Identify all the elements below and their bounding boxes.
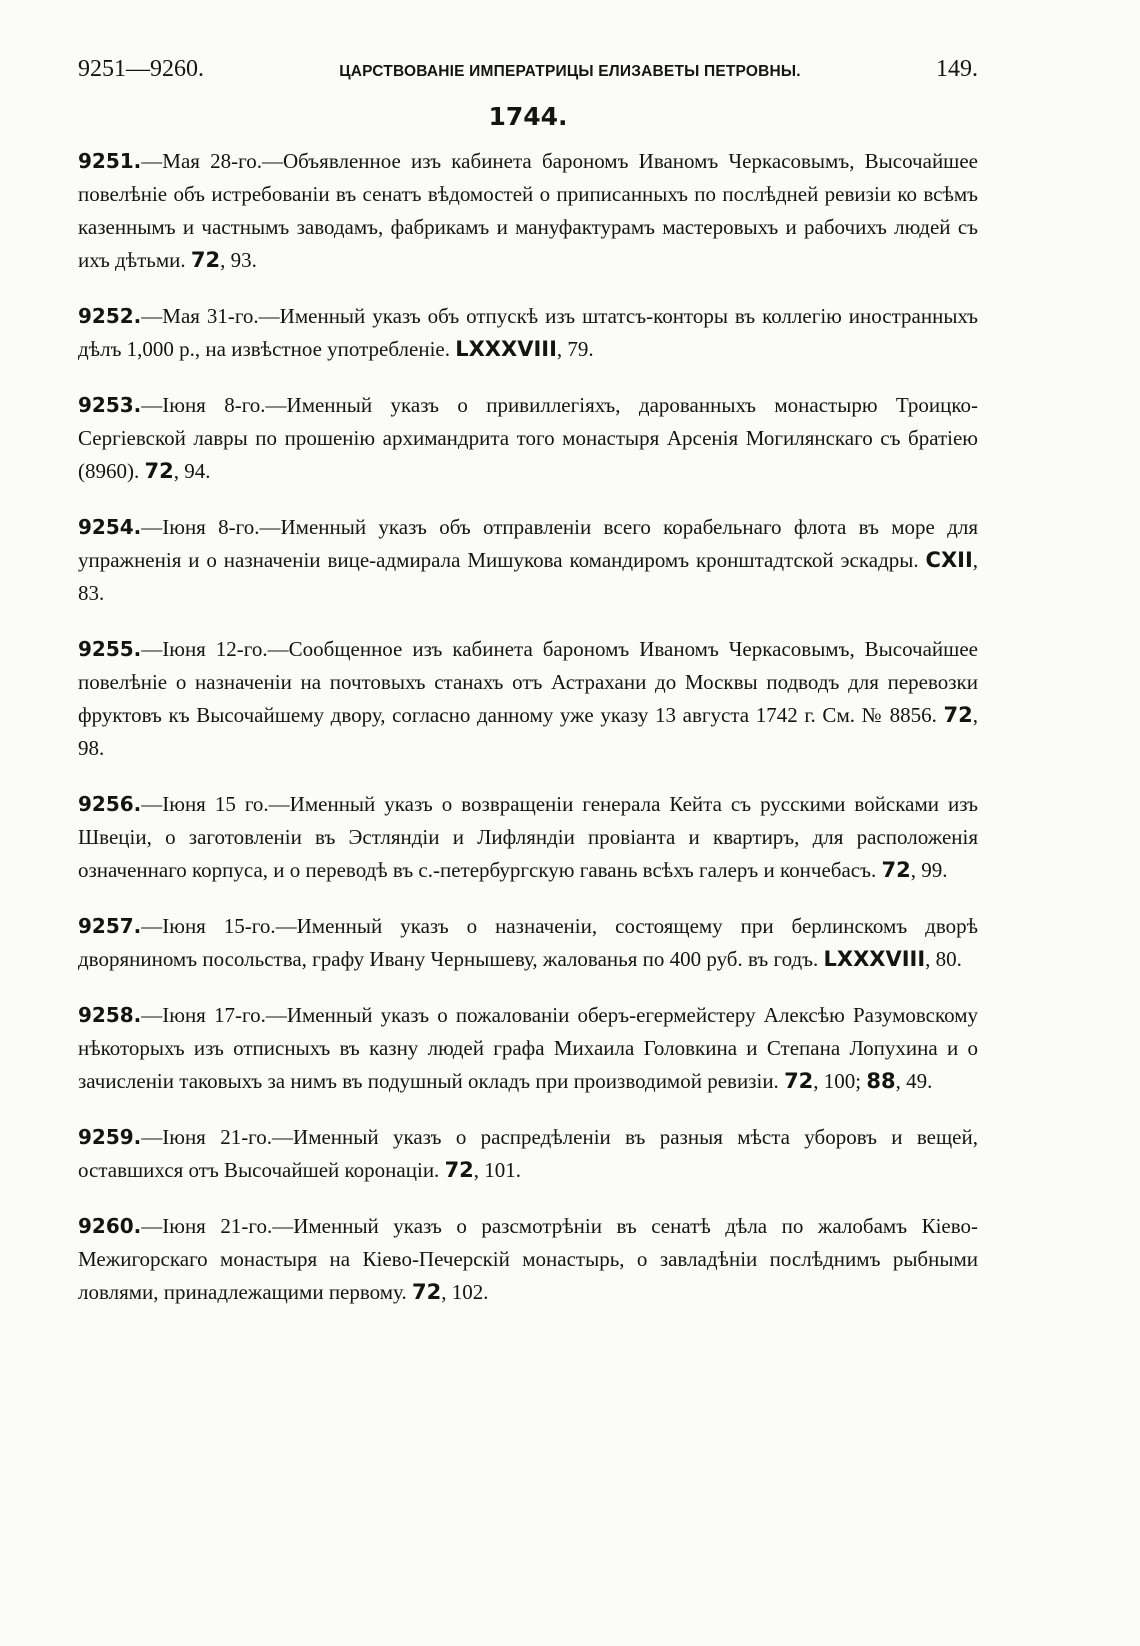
ref-volume: 72 <box>784 1069 814 1093</box>
year-heading: 1744. <box>488 102 568 131</box>
ref-page: , 83. <box>78 548 979 605</box>
entry-number: 9260. <box>78 1214 142 1238</box>
entry-9251 <box>78 145 978 277</box>
ref-page-2: , 49. <box>895 1069 933 1093</box>
document-page <box>78 56 978 1332</box>
entry-number: 9259. <box>78 1125 142 1149</box>
ref-volume: LXXXVIII <box>823 947 926 971</box>
entry-number: 9257. <box>78 914 142 938</box>
ref-volume: 72 <box>881 858 911 882</box>
running-header <box>78 56 978 94</box>
entry-text: —Мая 31-го.—Именный указъ объ отпускѣ изъ штатсъ-конторы въ коллегію иностранныхъ дѣлъ 1,000 р., на извѣстное употребленіе. <box>78 304 978 361</box>
entry-text: —Іюня 12-го.—Сообщенное изъ кабинета барономъ Иваномъ Черкасовымъ, Высочайшее повелѣніе о назначеніи на почтовыхъ станахъ отъ Астрахани до Москвы подводъ для перевозки фруктовъ къ Высочайшему двору, согласно данному уже указу 13 августа 1742 г. См. № 8856. <box>78 637 978 727</box>
ref-page: , 98. <box>78 703 978 760</box>
entry-9254 <box>78 511 978 610</box>
reign-title: ЦАРСТВОВАНІЕ ИМПЕРАТРИЦЫ ЕЛИЗАВЕТЫ ПЕТРОВНЫ. <box>339 63 801 80</box>
entry-number: 9255. <box>78 637 142 661</box>
entry-text: —Іюня 21-го.—Именный указъ о распредѣленіи въ разныя мѣста уборовъ и вещей, оставшихся отъ Высочайшей коронаціи. <box>78 1125 978 1182</box>
entry-9260 <box>78 1210 978 1309</box>
entry-text: —Іюня 17-го.—Именный указъ о пожалованіи оберъ-егермейстеру Алексѣю Разумовскому нѣкоторыхъ изъ отписныхъ въ казну людей графа Михаила Головкина и Степана Лопухина и о зачисленіи таковыхъ за нимъ въ подушный окладъ при производимой ревизіи. <box>78 1003 978 1093</box>
entry-text: —Іюня 15 го.—Именный указъ о возвращеніи генерала Кейта съ русскими войсками изъ Швеціи, о заготовленіи въ Эстляндіи и Лифляндіи провіанта и квартиръ, для расположенія означеннаго корпуса, и о переводѣ въ с.-петербургскую гавань всѣхъ галеръ и кончебасъ. <box>78 792 978 882</box>
entry-9255 <box>78 633 978 765</box>
entry-text: —Іюня 15-го.—Именный указъ о назначеніи, состоящему при берлинскомъ дворѣ дворяниномъ посольства, графу Ивану Чернышеву, жалованья по 400 руб. въ годъ. <box>78 914 978 971</box>
ref-page: , 93. <box>220 248 257 272</box>
ref-page: , 99. <box>910 858 948 882</box>
entry-9257 <box>78 910 978 976</box>
entry-9252 <box>78 300 978 366</box>
entry-9259 <box>78 1121 978 1187</box>
entry-number: 9253. <box>78 393 142 417</box>
ref-page: , 100; <box>813 1069 862 1093</box>
ref-volume-2: 88 <box>866 1069 896 1093</box>
ref-volume: 72 <box>444 1158 474 1182</box>
entry-number: 9251. <box>78 149 142 173</box>
entry-range: 9251—9260. <box>78 56 204 82</box>
ref-page: , 80. <box>925 947 962 971</box>
entry-number: 9254. <box>78 515 142 539</box>
ref-volume: CXII <box>925 548 973 572</box>
entry-text: —Іюня 8-го.—Именный указъ объ отправленіи всего корабельнаго флота въ море для упражненія и о назначеніи вице-адмирала Мишукова командиромъ кронштадтской эскадры. <box>78 515 978 572</box>
ref-volume: 72 <box>411 1280 442 1304</box>
entry-9253 <box>78 389 978 488</box>
entry-number: 9252. <box>78 304 142 328</box>
ref-volume: 72 <box>190 248 221 272</box>
ref-page: , 101. <box>473 1158 522 1182</box>
ref-volume: 72 <box>144 459 174 483</box>
entry-number: 9256. <box>78 792 142 816</box>
page-number: 149. <box>936 56 978 82</box>
entry-text: —Іюня 8-го.—Именный указъ о привиллегіяхъ, дарованныхъ монастырю Троицко-Сергіевской лавры по прошенію архимандрита того монастыря Арсенія Могилянскаго съ братіею (8960). <box>78 393 978 483</box>
ref-page: , 102. <box>441 1280 489 1304</box>
ref-volume: 72 <box>943 703 973 727</box>
ref-volume: LXXXVIII <box>455 337 557 361</box>
entry-number: 9258. <box>78 1003 142 1027</box>
entry-9258 <box>78 999 978 1098</box>
ref-page: , 94. <box>173 459 211 483</box>
entry-text: —Мая 28-го.—Объявленное изъ кабинета барономъ Иваномъ Черкасовымъ, Высочайшее повелѣніе объ истребованіи въ сенатъ вѣдомостей о приписанныхъ по послѣдней ревизіи ко всѣмъ казеннымъ и частнымъ заводамъ, фабрикамъ и мануфактурамъ мастеровыхъ и рабочихъ людей съ ихъ дѣтьми. <box>78 149 978 272</box>
entry-text: —Іюня 21-го.—Именный указъ о разсмотрѣніи въ сенатѣ дѣла по жалобамъ Кіево-Межигорскаго монастыря на Кіево-Печерскій монастырь, о завладѣніи послѣднимъ рыбными ловлями, принадлежащими первому. <box>78 1214 978 1304</box>
ref-page: , 79. <box>556 337 594 361</box>
entry-9256 <box>78 788 978 887</box>
